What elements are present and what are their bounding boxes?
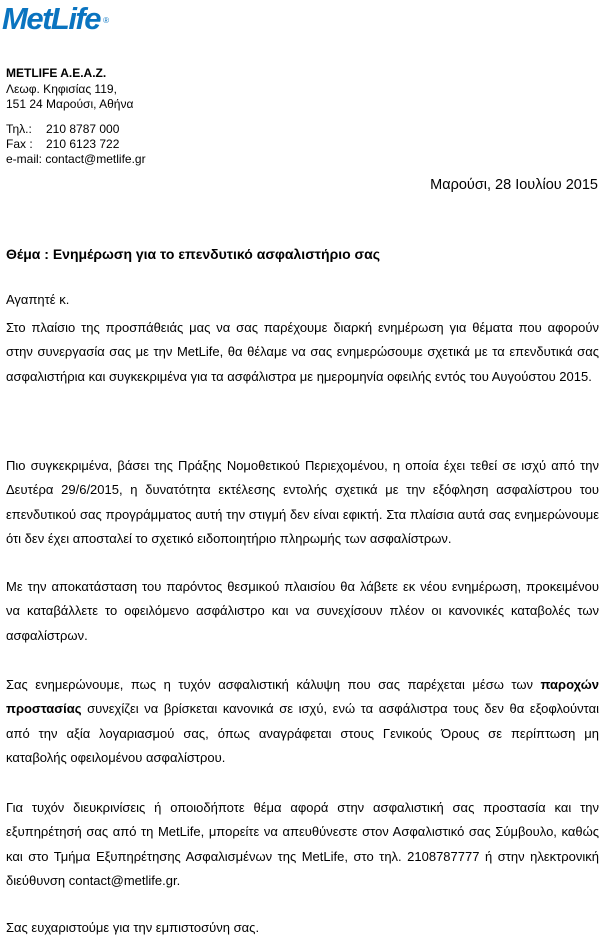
tel-row: [6, 122, 146, 137]
paragraph-4-start: Σας ενημερώνουμε, πως η τυχόν ασφαλιστική κάλυψη που σας παρέχεται μέσω των: [6, 677, 541, 692]
sender-address-block: [6, 66, 133, 113]
paragraph-1: Στο πλαίσιο της προσπάθειάς μας να σας παρέχουμε διαρκή ενημέρωση για θέματα που αφορούν στην συνεργασία σας με την MetLife, θα θέλαμε να σας ενημερώσουμε σχετικά με τα επενδυτικά σας ασφαλιστήρια και συγκεκριμένα για τα ασφάλιστρα με ημερομηνία οφειλής εντός του Αυγούστου 2015.: [6, 320, 599, 384]
sender-contacts: [6, 122, 146, 167]
email-value: contact@metlife.gr: [45, 152, 146, 166]
paragraph-5: Για τυχόν διευκρινίσεις ή οποιοδήποτε θέμα αφορά στην ασφαλιστική σας προστασία και την εξυπηρέτησή σας από τη MetLife, μπορείτε να απευθύνεστε στον Ασφαλιστικό σας Σύμβουλο, καθώς και στο Τμήμα Εξυπηρέτησης Ασφαλισμένων της MetLife, στο τηλ. 2108787777 ή στην ηλεκτρονική διεύθυνση contact@metlife.gr.: [6, 800, 599, 888]
tel-label: Τηλ.:: [6, 122, 32, 136]
email-label: e-mail:: [6, 152, 43, 166]
logo-text: MetLife: [2, 1, 100, 36]
fax-value: 210 6123 722: [46, 137, 120, 151]
paragraph-2: Πιο συγκεκριμένα, βάσει της Πράξης Νομοθετικού Περιεχομένου, η οποία έχει τεθεί σε ισχύ από την Δευτέρα 29/6/2015, η δυνατότητα εκτέλεσης εντολής σχετικά με την εξόφληση ασφαλίστρου του επενδυτικού σας προγράμματος αυτή την στιγμή δεν είναι εφικτή. Στα πλαίσια αυτά σας ενημερώνουμε ότι δεν έχει αποσταλεί το σχετικό ειδοποιητήριο πληρωμής των ασφαλίστρων.: [6, 458, 599, 546]
registered-mark: ®: [103, 16, 109, 25]
email-row: [6, 152, 146, 167]
metlife-logo: [2, 1, 109, 36]
tel-value: 210 8787 000: [46, 122, 120, 136]
paragraph-3: Με την αποκατάσταση του παρόντος θεσμικού πλαισίου θα λάβετε εκ νέου ενημέρωση, προκειμένου να καταβάλλετε το οφειλόμενο ασφάλιστρο και να συνεχίσουν πλέον οι κανονικές καταβολές των ασφαλίστρων.: [6, 579, 599, 643]
paragraph-4-end: συνεχίζει να βρίσκεται κανονικά σε ισχύ, ενώ τα ασφάλιστρα τους δεν θα εξοφλούνται από την αξία λογαριασμού σας, όπως αναγράφεται στους Γενικούς Όρους σε περίπτωση μη καταβολής οφειλομένου ασφαλίστρου.: [6, 701, 599, 765]
letter-subject: Θέμα : Ενημέρωση για το επενδυτικό ασφαλιστήριο σας: [6, 246, 381, 262]
address-line-2: 151 24 Μαρούσι, Αθήνα: [6, 97, 134, 111]
paragraph-4: [6, 673, 599, 770]
sender-name: METLIFE A.E.A.Z.: [6, 66, 107, 80]
letter-date: Μαρούσι, 28 Ιουλίου 2015: [430, 177, 598, 193]
greeting: Αγαπητέ κ.: [6, 292, 70, 307]
fax-label: Fax :: [6, 137, 33, 151]
fax-row: [6, 137, 146, 152]
closing-line: Σας ευχαριστούμε για την εμπιστοσύνη σας.: [6, 920, 260, 935]
paragraph-4-bold: παροχών προστασίας: [6, 677, 599, 717]
address-line-1: Λεωφ. Κηφισίας 119,: [6, 81, 117, 96]
